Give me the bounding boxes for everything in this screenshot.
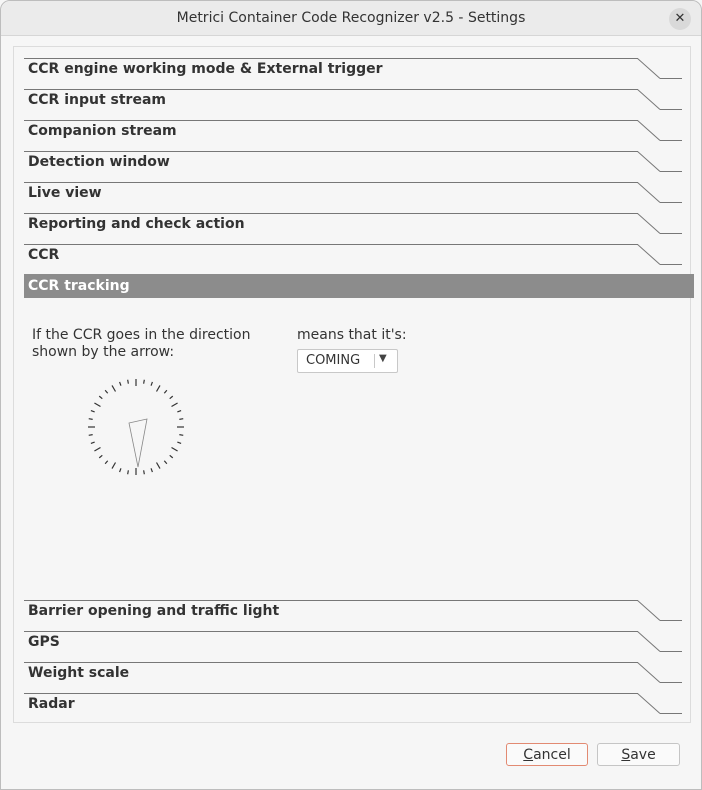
section-divider-slant [637, 120, 661, 141]
direction-dial[interactable] [86, 377, 186, 477]
section-label: CCR input stream [28, 92, 166, 108]
window-title: Metrici Container Code Recognizer v2.5 - Settings [176, 10, 526, 26]
section-companion-stream[interactable] [24, 109, 694, 140]
dial-tick [120, 382, 121, 386]
section-divider [24, 213, 638, 214]
section-divider-slant [637, 151, 661, 172]
section-gps[interactable] [24, 620, 694, 651]
section-ccr-input-stream[interactable] [24, 78, 694, 109]
dial-tick [179, 435, 183, 436]
ccr-tracking-content [24, 327, 682, 617]
section-reporting-check-action[interactable] [24, 202, 694, 233]
section-detection-window[interactable] [24, 140, 694, 171]
section-divider [24, 631, 638, 632]
dial-tick [172, 403, 178, 407]
section-label: CCR tracking [28, 278, 130, 294]
dial-tick [144, 470, 145, 474]
section-radar[interactable] [24, 682, 694, 713]
dial-tick [170, 396, 173, 399]
settings-panel [13, 46, 691, 723]
section-label: Companion stream [28, 123, 177, 139]
dial-tick [112, 463, 116, 469]
section-divider-slant [637, 631, 661, 652]
dial-tick [172, 448, 178, 452]
section-divider-slant [637, 58, 661, 79]
section-live-view[interactable] [24, 171, 694, 202]
section-ccr-engine-mode[interactable] [24, 47, 694, 78]
dial-tick [105, 390, 108, 393]
close-icon: ✕ [674, 11, 686, 26]
section-divider [24, 693, 638, 694]
dial-tick [105, 461, 108, 464]
section-label: Barrier opening and traffic light [28, 603, 280, 619]
section-barrier-traffic-light[interactable] [24, 589, 694, 620]
dial-tick [164, 390, 167, 393]
section-divider-slant [637, 182, 661, 203]
section-divider-slant [637, 89, 661, 110]
dial-tick [99, 455, 102, 458]
dial-tick [94, 403, 100, 407]
title-bar [1, 1, 701, 36]
dial-tick [128, 470, 129, 474]
section-divider [24, 89, 638, 90]
save-label: ave [630, 747, 656, 763]
dial-tick [170, 455, 173, 458]
section-divider-slant [637, 600, 661, 621]
section-label: Radar [28, 696, 75, 712]
section-divider-slant [637, 244, 661, 265]
section-label: CCR engine working mode & External trigger [28, 61, 383, 77]
dial-tick [177, 442, 181, 443]
section-divider [24, 58, 638, 59]
section-divider [24, 120, 638, 121]
close-button[interactable] [669, 8, 691, 30]
direction-meaning-select[interactable] [297, 349, 398, 373]
section-divider [24, 600, 638, 601]
dial-tick [179, 419, 183, 420]
section-divider-slant [637, 693, 661, 714]
section-label: Weight scale [28, 665, 130, 681]
section-label: GPS [28, 634, 60, 650]
section-divider-slant [637, 662, 661, 683]
dial-tick [91, 442, 95, 443]
section-label: Detection window [28, 154, 170, 170]
dial-tick [144, 380, 145, 384]
triangle-down-icon: ▼ [379, 353, 387, 364]
means-label: means that it's: [297, 327, 407, 343]
section-weight-scale[interactable] [24, 651, 694, 682]
direction-arrow-icon [129, 419, 147, 467]
section-divider [24, 662, 638, 663]
dial-tick [94, 448, 100, 452]
dial-tick [151, 382, 152, 386]
dial-tick [177, 411, 181, 412]
section-divider-slant [637, 213, 661, 234]
dial-tick [120, 468, 121, 472]
select-separator [374, 354, 375, 368]
dial-tick [89, 435, 93, 436]
section-label: CCR [28, 247, 60, 263]
dial-tick [157, 385, 161, 391]
section-divider [660, 264, 682, 265]
direction-label: If the CCR goes in the direction shown by the arrow: [32, 327, 251, 360]
cancel-mnemonic: C [523, 747, 534, 763]
dial-tick [99, 396, 102, 399]
select-value: COMING [306, 353, 361, 368]
section-divider [24, 244, 638, 245]
save-mnemonic: S [621, 747, 631, 763]
section-ccr-tracking[interactable] [24, 274, 694, 298]
dial-tick [91, 411, 95, 412]
save-button[interactable] [597, 743, 680, 766]
section-label: Live view [28, 185, 102, 201]
section-label: Reporting and check action [28, 216, 245, 232]
dial-tick [89, 419, 93, 420]
section-ccr[interactable] [24, 233, 694, 264]
section-divider [24, 182, 638, 183]
dial-tick [157, 463, 161, 469]
dial-tick [151, 468, 152, 472]
dial-tick [128, 380, 129, 384]
cancel-button[interactable] [506, 743, 588, 766]
dial-tick [112, 385, 116, 391]
section-divider [660, 713, 682, 714]
section-divider [24, 151, 638, 152]
dial-tick [164, 461, 167, 464]
cancel-label: ancel [533, 747, 571, 763]
